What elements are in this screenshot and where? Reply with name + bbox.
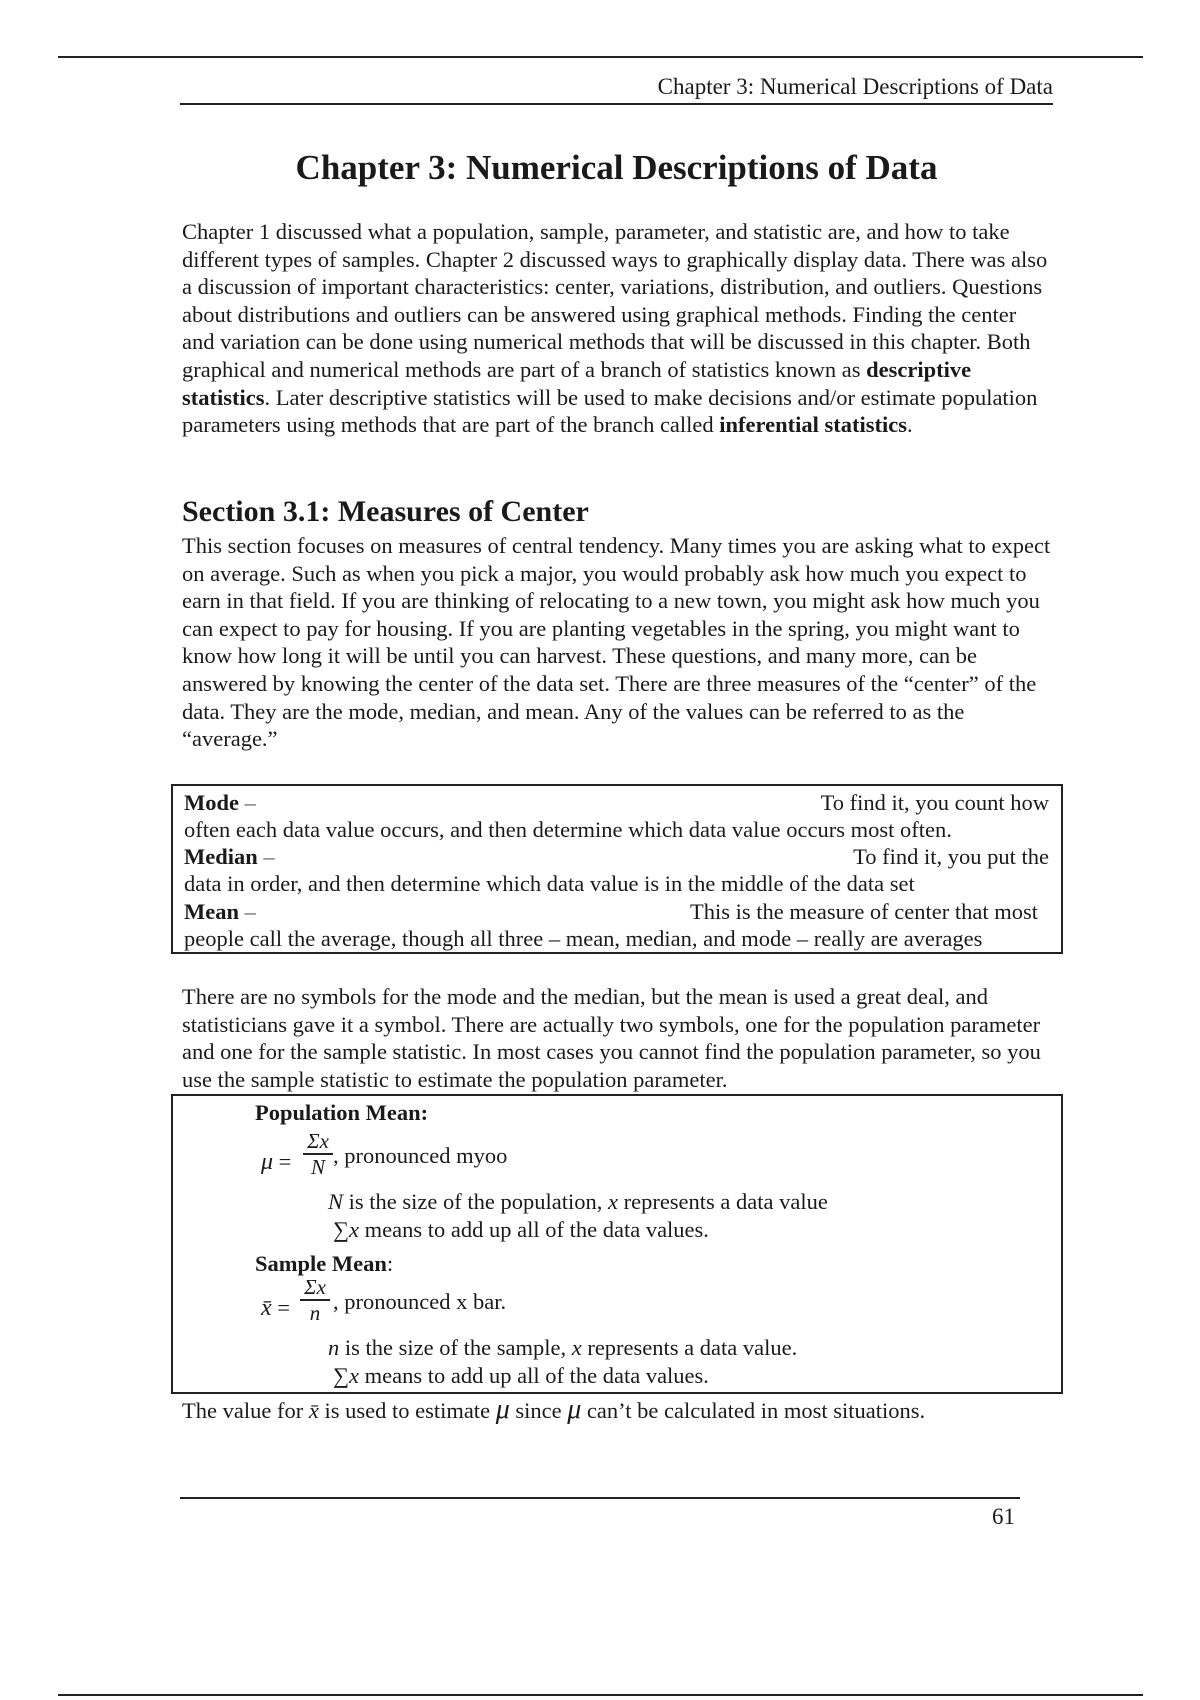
median-definition-tail: To find it, you put the [853,844,1049,869]
mu-symbol: μ [495,1394,510,1425]
page-title: Chapter 3: Numerical Descriptions of Data [295,148,938,187]
formula-box [171,1094,1063,1394]
population-mean-heading: Population Mean: [255,1100,429,1125]
intro-text-1: Chapter 1 discussed what a population, sample, parameter, and statistic are, and how to take different types of samples. Chapter 2 discussed ways to graphically display data. There was also a discussion of important characteristics: center, variations, distribution, and outliers. Questions about distributions and outliers can be answered using graphical methods. Finding the center and variation can be done using numerical methods that will be discussed in this chapter. Both graphical and numerical methods are part of a branch of statistics known as [182,219,1048,382]
mean-definition-tail: This is the measure of center that most [689,899,1038,924]
mode-definition-line-1 [184,789,1049,816]
sample-numerator: Σx [304,1275,326,1299]
population-equals-sign: = [278,1149,292,1174]
mode-dash: – [244,790,256,815]
mean-definition-line-2: people call the average, though all three – mean, median, and mode – really are averages [184,926,983,951]
sample-size-note: n is the size of the sample, x represents a data value. [328,1335,798,1360]
x-bar-symbol: x̄ [308,1398,319,1423]
running-head-rule [180,103,1053,105]
definitions-box [171,784,1063,954]
mean-dash: – [244,899,256,924]
intro-text-2: . Later descriptive statistics will be used to make decisions and/or estimate population parameters using methods that are part of the branch called [182,384,1038,438]
sample-sum-note: ∑x means to add up all of the data values. [333,1363,709,1388]
sample-mean-symbol: x̄ = [261,1295,290,1321]
page-number: 61 [992,1504,1015,1529]
median-definition-line-2: data in order, and then determine which data value is in the middle of the data set [184,871,915,896]
term-inferential-statistics: inferential statistics [719,412,907,438]
sample-denominator: n [309,1300,321,1325]
section-heading: Section 3.1: Measures of Center [182,495,589,528]
population-mean-fraction [303,1130,333,1178]
closing-sentence: The value for x̄ is used to estimate μ since μ can’t be calculated in most situations. [182,1394,926,1425]
sample-pronunciation: , pronounced x bar. [333,1289,507,1314]
footer-rule [180,1497,1020,1499]
mean-definition-line-1 [184,898,1049,925]
median-dash: – [263,844,275,869]
population-denominator: N [310,1154,325,1179]
running-head: Chapter 3: Numerical Descriptions of Data [657,74,1053,99]
symbols-paragraph: There are no symbols for the mode and the median, but the mean is used a great deal, and statisticians gave it a symbol. There are actually two symbols, one for the population parameter and one for the sample statistic. In most cases you cannot find the population parameter, so you use the sample statistic to estimate the population parameter. [182,984,1041,1092]
mode-term: Mode [184,790,239,815]
page-bottom-rule [58,1694,1143,1696]
mode-definition-tail: To find it, you count how [820,790,1049,815]
mean-term: Mean [184,899,239,924]
population-mean-symbol: μ = [261,1149,292,1175]
population-size-note: N is the size of the population, x represents a data value [328,1189,828,1214]
intro-text-3: . [906,412,913,438]
section-paragraph: This section focuses on measures of central tendency. Many times you are asking what to expect on average. Such as when you pick a major, you would probably ask how much you expect to earn in that field. If you are thinking of relocating to a new town, you might ask how much you can expect to pay for housing. If you are planting vegetables in the spring, you might want to know how long it will be until you can harvest. These questions, and many more, can be answered by knowing the center of the data set. There are three measures of the “center” of the data. They are the mode, median, and mean. Any of the values can be referred to as the “average.” [182,533,1051,752]
median-term: Median [184,844,258,869]
sample-mean-fraction [300,1276,330,1324]
population-pronunciation: , pronounced myoo [333,1143,508,1168]
term-descriptive-statistics: descriptive statistics [182,356,972,410]
population-sum-note: ∑x means to add up all of the data values. [333,1217,709,1242]
sample-equals-sign: = [277,1295,290,1320]
page-top-rule [58,56,1143,58]
population-numerator: Σx [307,1129,329,1153]
sample-mean-heading: Sample Mean: [255,1251,394,1276]
intro-paragraph [182,218,1052,439]
mode-definition-line-2: often each data value occurs, and then determine which data value occurs most often. [184,817,952,842]
median-definition-line-1 [184,843,1049,870]
mu-symbol: μ [567,1394,582,1425]
